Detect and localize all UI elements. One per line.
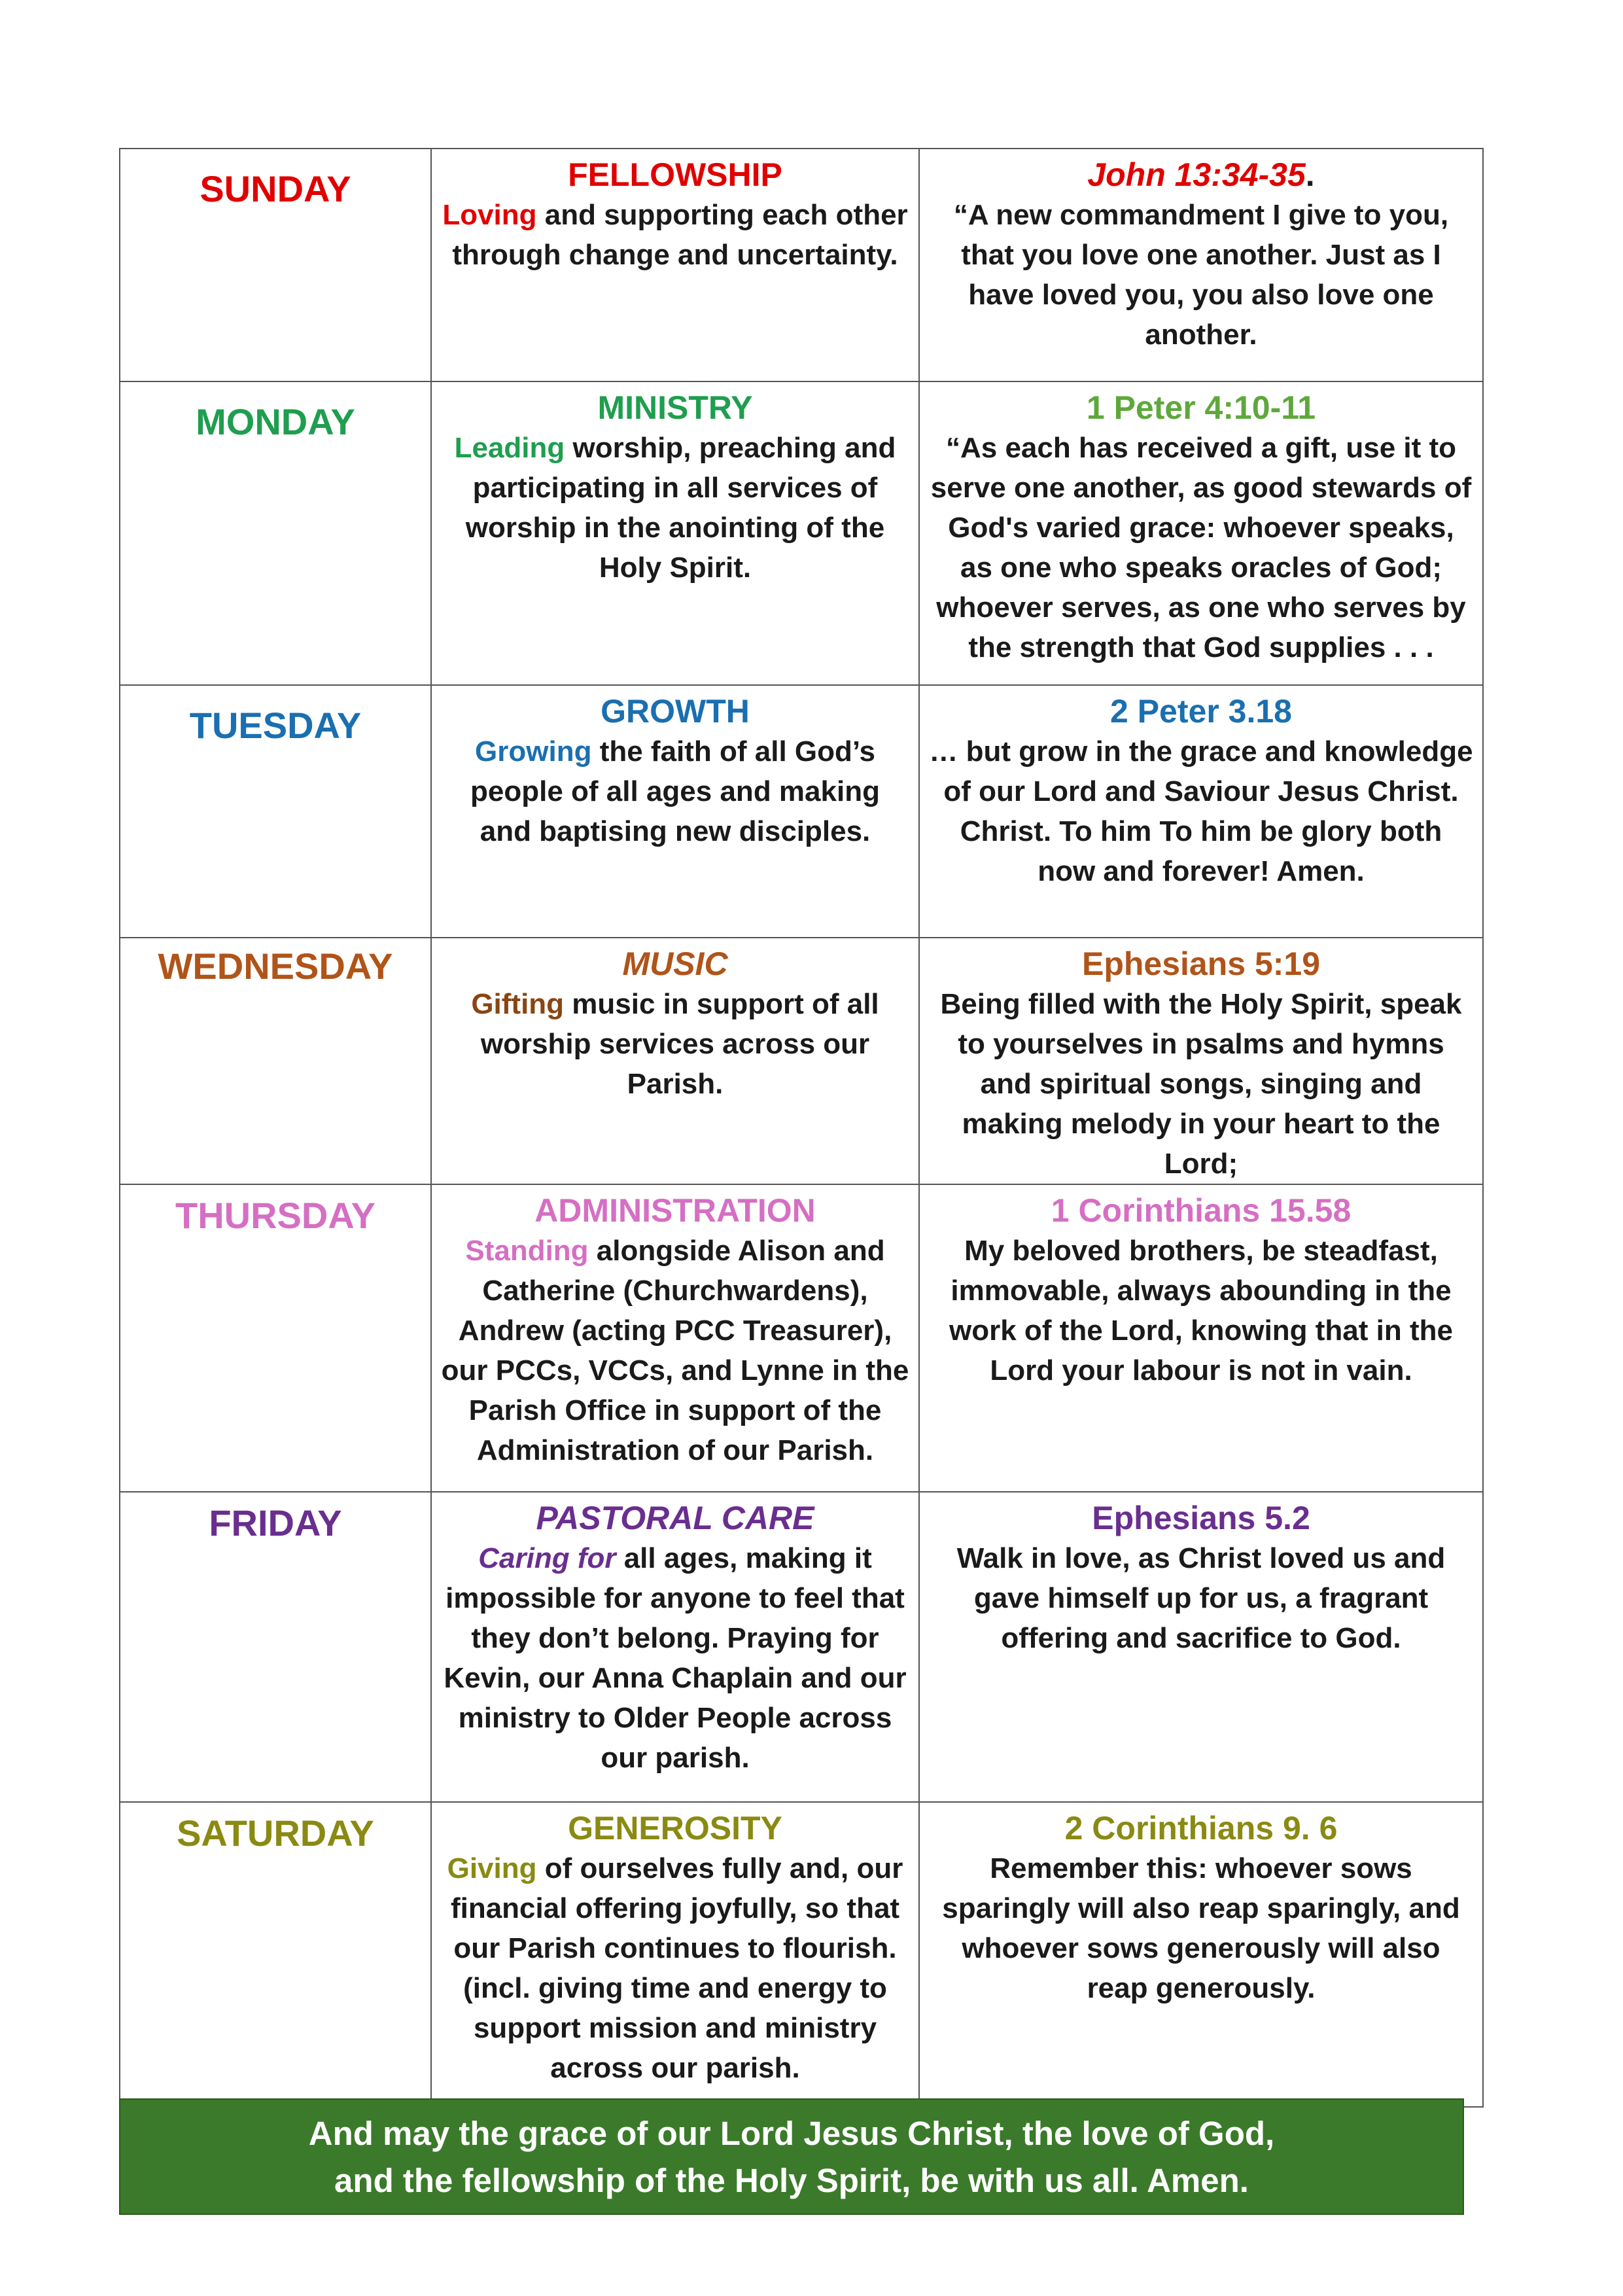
scripture-verse: Walk in love, as Christ loved us and gave himself up for us, a fragrant offering and sacrifice to God.: [956, 1542, 1446, 1654]
theme-cell: [431, 1492, 919, 1802]
day-label: MONDAY: [120, 381, 431, 685]
scripture-reference: 1 Corinthians 15.58: [1051, 1192, 1352, 1229]
scripture-reference: Ephesians 5:19: [1081, 945, 1321, 982]
scripture-reference-suffix: .: [1305, 156, 1315, 193]
blessing-line-1: And may the grace of our Lord Jesus Christ, the love of God,: [308, 2115, 1275, 2152]
scripture-cell: [919, 1184, 1483, 1492]
day-label: TUESDAY: [120, 685, 431, 938]
theme-cell: [431, 938, 919, 1184]
theme-lead-word: Gifting: [471, 988, 565, 1020]
theme-description: [441, 195, 909, 275]
theme-text: worship, preaching and participating in all services of worship in the anointing of the Holy Spirit.: [465, 432, 896, 584]
day-label: FRIDAY: [120, 1492, 431, 1802]
theme-title: PASTORAL CARE: [536, 1500, 814, 1536]
scripture-cell: [919, 149, 1483, 381]
scripture-verse: “A new commandment I give to you, that you love one another. Just as I have loved you, you also love one another.: [953, 199, 1449, 351]
theme-title: GENEROSITY: [568, 1810, 782, 1846]
theme-cell: [431, 1184, 919, 1492]
theme-text: music in support of all worship services across our Parish.: [480, 988, 879, 1100]
theme-title: MINISTRY: [597, 389, 753, 426]
theme-lead-word: Caring for: [478, 1542, 616, 1574]
theme-description: [441, 1231, 909, 1470]
table-row: [120, 685, 1483, 938]
scripture-cell: [919, 685, 1483, 938]
theme-title: FELLOWSHIP: [568, 156, 782, 193]
theme-lead-word: Loving: [442, 199, 537, 231]
table-row: [120, 1184, 1483, 1492]
theme-lead-word: Giving: [447, 1852, 537, 1884]
day-label: WEDNESDAY: [120, 938, 431, 1184]
theme-title: ADMINISTRATION: [534, 1192, 816, 1229]
table-row: [120, 938, 1483, 1184]
scripture-reference: Ephesians 5.2: [1092, 1500, 1310, 1536]
theme-description: [441, 428, 909, 588]
theme-lead-word: Standing: [465, 1235, 589, 1267]
scripture-reference: [929, 154, 1473, 195]
theme-title: GROWTH: [601, 693, 750, 730]
table-row: [120, 381, 1483, 685]
blessing-line-2: and the fellowship of the Holy Spirit, be with us all. Amen.: [334, 2162, 1249, 2199]
theme-text: all ages, making it impossible for anyone to feel that they don’t belong. Praying for Kevin, our Anna Chaplain and our ministry to Older People across our parish.: [444, 1542, 907, 1774]
table-row: [120, 149, 1483, 381]
table-row: [120, 1802, 1483, 2107]
scripture-verse: Remember this: whoever sows sparingly will also reap sparingly, and whoever sows generously will also reap generously.: [942, 1852, 1460, 2004]
scripture-cell: [919, 938, 1483, 1184]
theme-cell: [431, 1802, 919, 2107]
theme-text: of ourselves fully and, our financial offering joyfully, so that our Parish continues to flourish. (incl. giving time and energy to support mission and ministry across our parish.: [450, 1852, 903, 2084]
scripture-reference-text: John 13:34-35: [1087, 156, 1306, 193]
theme-text: the faith of all God’s people of all ages and making and baptising new disciples.: [470, 735, 880, 847]
theme-cell: [431, 149, 919, 381]
theme-description: [441, 984, 909, 1104]
scripture-cell: [919, 1802, 1483, 2107]
scripture-verse: … but grow in the grace and knowledge of our Lord and Saviour Jesus Christ. Christ. To him To him be glory both now and forever! Amen.: [929, 735, 1473, 887]
scripture-verse: “As each has received a gift, use it to serve one another, as good stewards of God's varied grace: whoever speaks, as one who speaks oracles of God; whoever serves, as one who serves by the strength that God supplies . . .: [930, 432, 1472, 663]
weekly-prayer-table: [119, 148, 1484, 2108]
theme-description: [441, 1848, 909, 2088]
theme-cell: [431, 685, 919, 938]
scripture-reference: 2 Peter 3.18: [1110, 693, 1292, 730]
scripture-cell: [919, 381, 1483, 685]
theme-lead-word: Growing: [475, 735, 592, 768]
theme-lead-word: Leading: [454, 432, 565, 464]
theme-description: [441, 1538, 909, 1778]
day-label: THURSDAY: [120, 1184, 431, 1492]
theme-description: [441, 732, 909, 851]
day-label: SUNDAY: [120, 149, 431, 381]
scripture-verse: Being filled with the Holy Spirit, speak to yourselves in psalms and hymns and spiritual songs, singing and making melody in your heart to the Lord;: [940, 988, 1462, 1180]
theme-text: and supporting each other through change and uncertainty.: [452, 199, 908, 271]
scripture-reference: 2 Corinthians 9. 6: [1064, 1810, 1338, 1846]
theme-cell: [431, 381, 919, 685]
day-label: SATURDAY: [120, 1802, 431, 2107]
scripture-reference: 1 Peter 4:10-11: [1086, 389, 1316, 426]
scripture-verse: My beloved brothers, be steadfast, immovable, always abounding in the work of the Lord, knowing that in the Lord your labour is not in vain.: [949, 1235, 1453, 1386]
scripture-cell: [919, 1492, 1483, 1802]
closing-blessing-banner: [119, 2098, 1464, 2215]
table-row: [120, 1492, 1483, 1802]
theme-title: MUSIC: [622, 945, 728, 982]
theme-text: alongside Alison and Catherine (Churchwardens), Andrew (acting PCC Treasurer), our PCCs, VCCs, and Lynne in the Parish Office in support of the Administration of our Parish.: [441, 1235, 909, 1466]
